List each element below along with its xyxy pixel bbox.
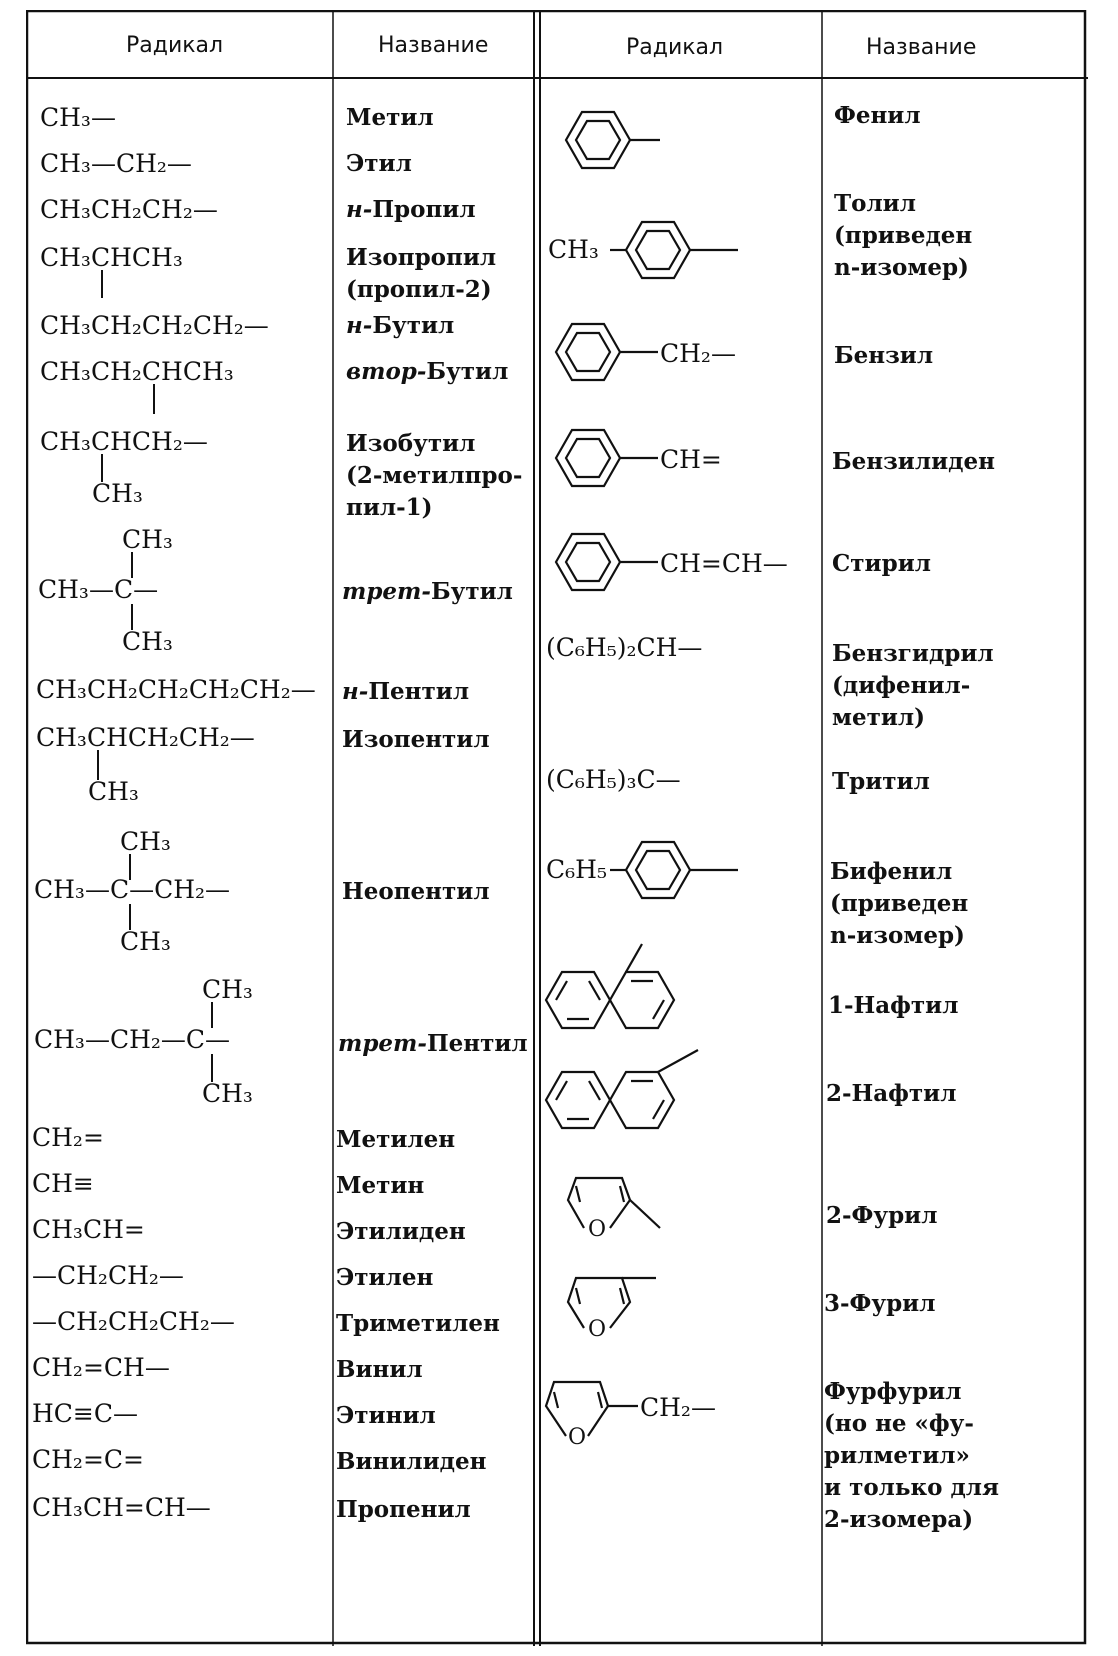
formula-vinylidene: CH₂=C= (32, 1445, 144, 1474)
naphthalene-ring-2 (546, 1050, 698, 1128)
formula-ethynyl: HC≡C— (32, 1399, 139, 1428)
name-vinylidene: Винилиден (336, 1448, 487, 1475)
formula-tert-pentyl-top: CH₃ (202, 975, 253, 1004)
name-furfuryl-extra3: и только для (824, 1474, 999, 1501)
furfuryl-oxygen: O (568, 1425, 587, 1450)
formula-tert-butyl-bottom: CH₃ (122, 627, 173, 656)
benzene-ring-tolyl (610, 222, 738, 278)
formula-tolyl-ch3: CH₃ (548, 235, 599, 264)
formula-pentyl: CH₃CH₂CH₂CH₂CH₂— (36, 675, 316, 704)
formula-tert-butyl-top: CH₃ (122, 525, 173, 554)
name-propenyl: Пропенил (336, 1496, 471, 1523)
name-ethylidene: Этилиден (336, 1218, 466, 1245)
name-2-naphthyl: 2-Нафтил (826, 1080, 957, 1107)
formula-isopentyl: CH₃CHCH₂CH₂— (36, 723, 255, 752)
formula-biphenyl-c6h5: C₆H₅ (546, 855, 607, 884)
formula-tert-pentyl-bottom: CH₃ (202, 1079, 253, 1108)
formula-butyl: CH₃CH₂CH₂CH₂— (40, 311, 269, 340)
formula-trimethylene: —CH₂CH₂CH₂— (32, 1307, 235, 1336)
name-benzhydryl-extra2: метил) (832, 704, 926, 731)
name-tert-butyl: трет-Бутил (342, 578, 513, 605)
header-left-radical: Радикал (126, 33, 224, 58)
furan-ring-furfuryl (546, 1382, 638, 1436)
name-neopentyl: Неопентил (342, 878, 490, 905)
header-right-name: Название (866, 35, 977, 60)
name-trimethylene: Триметилен (336, 1310, 500, 1337)
name-tert-pentyl: трет-Пентил (338, 1030, 528, 1057)
formula-tert-pentyl: CH₃—CH₂—C— (34, 1025, 231, 1054)
name-tolyl-extra2: n-изомер) (834, 254, 969, 281)
name-furfuryl-extra2: рилметил» (824, 1442, 970, 1469)
name-methylene: Метилен (336, 1126, 456, 1153)
name-biphenyl-extra: (приведен (830, 890, 969, 917)
furan-ring-2 (568, 1178, 660, 1228)
name-biphenyl-extra2: n-изомер) (830, 922, 965, 949)
name-n-propyl: н-Пропил (346, 196, 476, 223)
benzene-ring-styryl (556, 534, 658, 590)
formula-benzhydryl: (C₆H₅)₂CH— (546, 633, 703, 662)
name-benzyl: Бензил (834, 342, 934, 369)
formula-isobutyl: CH₃CHCH₂— (40, 427, 208, 456)
name-sec-butyl: втор-Бутил (346, 358, 509, 385)
name-benzhydryl-extra: (дифенил- (832, 672, 971, 699)
formula-tert-butyl: CH₃—C— (38, 575, 159, 604)
formula-methylene: CH₂= (32, 1123, 104, 1152)
formula-sec-butyl: CH₃CH₂CHCH₃ (40, 357, 234, 386)
name-phenyl: Фенил (834, 102, 921, 129)
formula-methyl: CH₃— (40, 103, 116, 132)
formula-isobutyl-branch: CH₃ (92, 479, 143, 508)
name-styryl: Стирил (832, 550, 931, 577)
name-biphenyl: Бифенил (830, 858, 953, 885)
header-left-name: Название (378, 33, 489, 58)
name-1-naphthyl: 1-Нафтил (828, 992, 959, 1019)
name-benzhydryl: Бензгидрил (832, 640, 994, 667)
name-isobutyl: Изобутил (346, 430, 476, 457)
name-isobutyl-extra2: пил-1) (346, 494, 433, 521)
name-isopropyl-extra: (пропил-2) (346, 276, 492, 303)
name-ethyl: Этил (346, 150, 412, 177)
formula-neopentyl-top: CH₃ (120, 827, 171, 856)
benzene-ring-biphenyl (610, 842, 738, 898)
naphthalene-ring-1 (546, 944, 674, 1028)
name-ethylene: Этилен (336, 1264, 434, 1291)
name-ethynyl: Этинил (336, 1402, 436, 1429)
name-furfuryl: Фурфурил (824, 1378, 962, 1405)
name-trityl: Тритил (832, 768, 930, 795)
name-methyl: Метил (346, 104, 434, 131)
formula-ethylidene: CH₃CH= (32, 1215, 145, 1244)
formula-ethyl: CH₃—CH₂— (40, 149, 192, 178)
name-n-butyl: н-Бутил (346, 312, 455, 339)
name-furfuryl-extra4: 2-изомера) (824, 1506, 974, 1533)
name-isopropyl: Изопропил (346, 244, 497, 271)
formula-furfuryl-ch2: CH₂— (640, 1393, 716, 1422)
formula-ethylene: —CH₂CH₂— (32, 1261, 184, 1290)
formula-neopentyl: CH₃—C—CH₂— (34, 875, 231, 904)
name-2-furyl: 2-Фурил (826, 1202, 938, 1229)
formula-benzylidene-ch: CH= (660, 445, 722, 474)
name-n-pentyl: н-Пентил (342, 678, 470, 705)
name-tolyl-extra: (приведен (834, 222, 973, 249)
header-right-radical: Радикал (626, 35, 724, 60)
furan-2-oxygen: O (588, 1217, 607, 1242)
benzene-ring-benzyl (556, 324, 658, 380)
benzene-ring-benzylidene (556, 430, 658, 486)
furan-3-oxygen: O (588, 1317, 607, 1342)
formula-propyl: CH₃CH₂CH₂— (40, 195, 218, 224)
name-furfuryl-extra: (но не «фу- (824, 1410, 974, 1437)
name-methine: Метин (336, 1172, 425, 1199)
formula-vinyl: CH₂=CH— (32, 1353, 170, 1382)
name-tolyl: Толил (834, 190, 916, 217)
name-isopentyl: Изопентил (342, 726, 490, 753)
formula-neopentyl-bottom: CH₃ (120, 927, 171, 956)
formula-trityl: (C₆H₅)₃C— (546, 765, 681, 794)
name-benzylidene: Бензилиден (832, 448, 995, 475)
name-vinyl: Винил (336, 1356, 423, 1383)
name-isobutyl-extra: (2-метилпро- (346, 462, 523, 489)
formula-isopentyl-branch: CH₃ (88, 777, 139, 806)
furan-ring-3 (568, 1278, 656, 1328)
benzene-ring-phenyl (566, 112, 660, 168)
radicals-table (26, 10, 1088, 1646)
name-3-furyl: 3-Фурил (824, 1290, 936, 1317)
formula-benzyl-ch2: CH₂— (660, 339, 736, 368)
formula-propenyl: CH₃CH=CH— (32, 1493, 211, 1522)
formula-methine: CH≡ (32, 1169, 94, 1198)
formula-styryl-chch: CH=CH— (660, 549, 788, 578)
formula-isopropyl: CH₃CHCH₃ (40, 243, 183, 272)
